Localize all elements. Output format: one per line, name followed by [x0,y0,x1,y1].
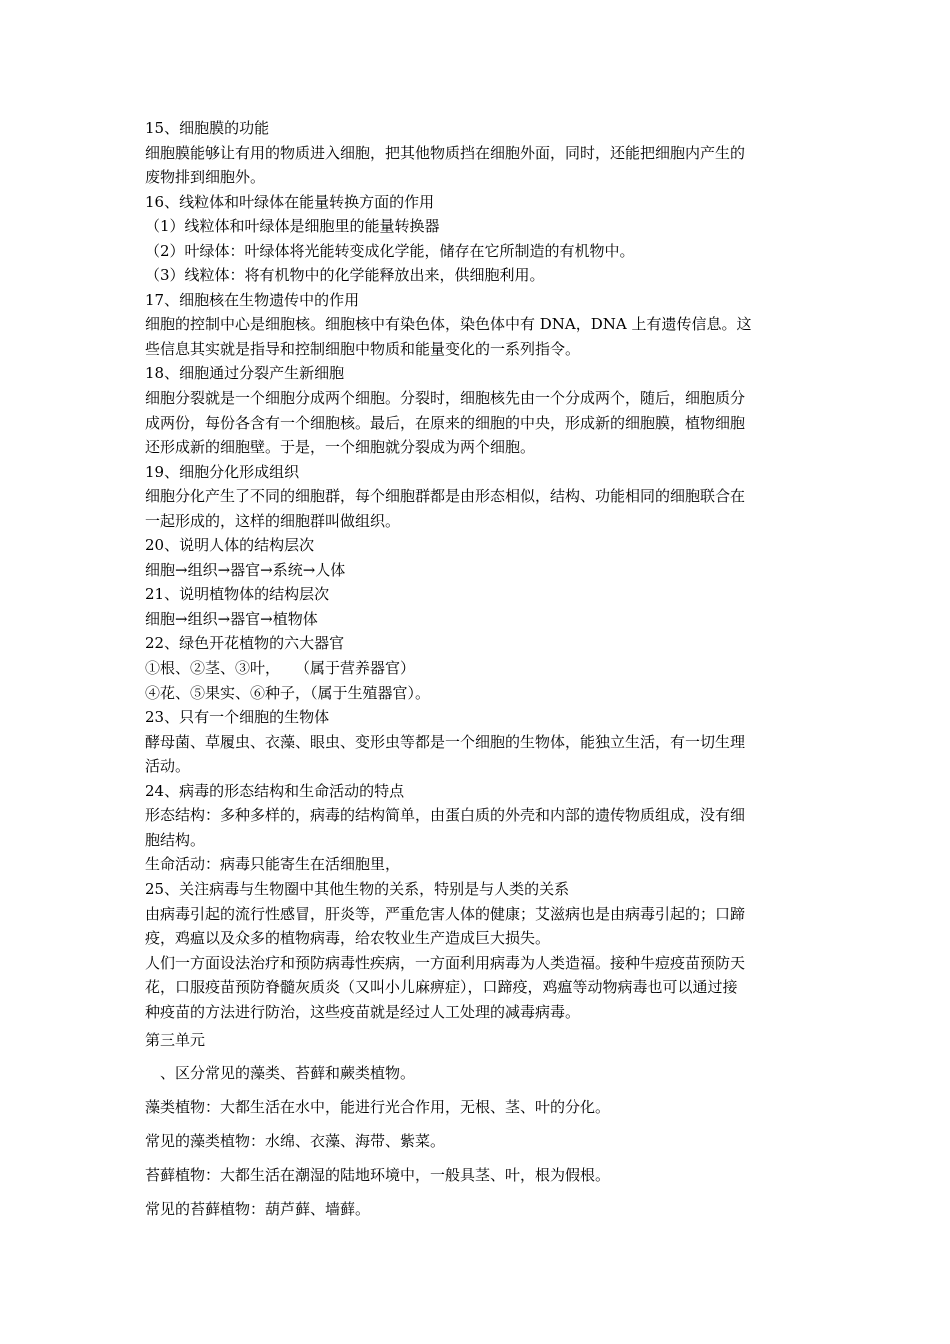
list-item: （1）线粒体和叶绿体是细胞里的能量转换器 [145,217,440,236]
heading-16: 16、线粒体和叶绿体在能量转换方面的作用 [145,192,435,211]
unit-line: 常见的藻类植物：水绵、衣藻、海带、紫菜。 [145,1131,446,1150]
paragraph-line: 废物排到细胞外。 [145,168,266,187]
document-body [145,116,813,1223]
paragraph-line: 人们一方面设法治疗和预防病毒性疾病，一方面利用病毒为人类造福。接种牛痘疫苗预防天 [145,953,746,972]
unit-line: 苔藓植物：大都生活在潮湿的陆地环境中，一般具茎、叶，根为假根。 [145,1165,611,1184]
paragraph-line: 些信息其实就是指导和控制细胞中物质和能量变化的一系列指令。 [145,339,581,358]
paragraph-line: 形态结构：多种多样的，病毒的结构简单，由蛋白质的外壳和内部的遗传物质组成，没有细 [145,806,746,825]
unit-title: 第三单元 [145,1031,206,1050]
paragraph-line: 还形成新的细胞壁。于是，一个细胞就分裂成为两个细胞。 [145,438,536,457]
paragraph-line: 一起形成的，这样的细胞群叫做组织。 [145,511,401,530]
heading-21: 21、说明植物体的结构层次 [145,585,330,604]
unit-line: 常见的苔藓植物：葫芦藓、墙藓。 [145,1199,371,1218]
heading-23: 23、只有一个细胞的生物体 [145,708,330,727]
list-item: （3）线粒体：将有机物中的化学能释放出来，供细胞利用。 [145,266,545,285]
heading-17: 17、细胞核在生物遗传中的作用 [145,290,360,309]
paragraph-line: ①根、②茎、③叶， （属于营养器官） [145,659,416,678]
heading-15: 15、细胞膜的功能 [145,119,270,137]
paragraph-line: 细胞→组织→器官→植物体 [145,609,318,628]
paragraph-line: 活动。 [145,757,191,776]
paragraph-line: 胞结构。 [145,830,206,849]
list-item: （2）叶绿体：叶绿体将光能转变成化学能，储存在它所制造的有机物中。 [145,241,635,260]
unit-line: 藻类植物：大都生活在水中，能进行光合作用，无根、茎、叶的分化。 [145,1097,611,1116]
paragraph-line: 细胞膜能够让有用的物质进入细胞，把其他物质挡在细胞外面，同时，还能把细胞内产生的 [145,143,746,162]
paragraph-line: 细胞分裂就是一个细胞分成两个细胞。分裂时，细胞核先由一个分成两个，随后，细胞质分 [145,389,746,408]
heading-19: 19、细胞分化形成组织 [145,462,300,481]
paragraph-line: 细胞分化产生了不同的细胞群，每个细胞群都是由形态相似，结构、功能相同的细胞联合在 [145,487,746,506]
paragraph-line: 成两份，每份各含有一个细胞核。最后，在原来的细胞的中央，形成新的细胞膜，植物细胞 [145,413,746,432]
paragraph-line: 酵母菌、草履虫、衣藻、眼虫、变形虫等都是一个细胞的生物体，能独立生活，有一切生理 [145,732,746,751]
paragraph-line: 花，口服疫苗预防脊髓灰质炎（又叫小儿麻痹症），口蹄疫，鸡瘟等动物病毒也可以通过接 [145,978,738,997]
paragraph-line: 种疫苗的方法进行防治，这些疫苗就是经过人工处理的减毒病毒。 [145,1002,581,1021]
heading-22: 22、绿色开花植物的六大器官 [145,634,345,653]
paragraph-line: 细胞的控制中心是细胞核。细胞核中有染色体，染色体中有 DNA，DNA 上有遗传信息。这 [145,315,752,334]
heading-18: 18、细胞通过分裂产生新细胞 [145,364,345,383]
paragraph-line: ④花、⑤果实、⑥种子，（属于生殖器官）。 [145,683,431,702]
unit-line: 、区分常见的藻类、苔藓和蕨类植物。 [145,1063,416,1082]
heading-24: 24、病毒的形态结构和生命活动的特点 [145,781,405,800]
paragraph-line: 疫，鸡瘟以及众多的植物病毒，给农牧业生产造成巨大损失。 [145,929,551,948]
heading-20: 20、说明人体的结构层次 [145,536,315,555]
heading-25: 25、关注病毒与生物圈中其他生物的关系，特别是与人类的关系 [145,879,570,898]
paragraph-line: 细胞→组织→器官→系统→人体 [145,560,346,579]
paragraph-line: 生命活动：病毒只能寄生在活细胞里， [145,855,401,874]
paragraph-line: 由病毒引起的流行性感冒，肝炎等，严重危害人体的健康；艾滋病也是由病毒引起的；口蹄 [145,904,746,923]
